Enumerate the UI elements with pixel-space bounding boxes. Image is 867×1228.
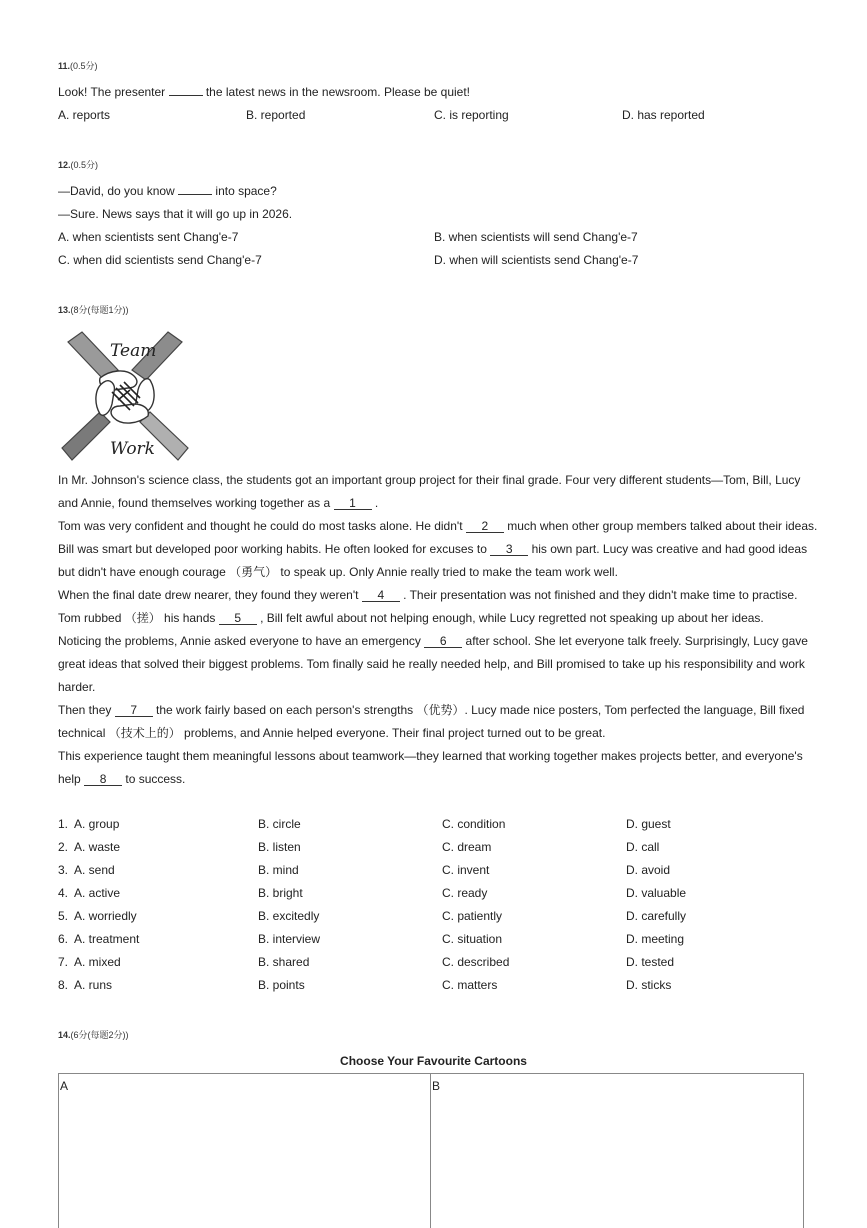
- passage-paragraph-4: Noticing the problems, Annie asked everyone to have an emergency 6 after school. She let everyone talk freely. Surprisingly, Lucy gave great ideas that solved their biggest problems. Tom finally said he really needed help, and Bill promised to take up his responsibility and work harder.: [58, 634, 808, 694]
- q12-line1-after: into space?: [212, 184, 277, 198]
- q12-line1-before: —David, do you know: [58, 184, 179, 198]
- q14-title: Choose Your Favourite Cartoons: [340, 1054, 527, 1068]
- q12-option-d[interactable]: D. when will scientists send Chang'e-7: [434, 253, 639, 267]
- passage-paragraph-1: In Mr. Johnson's science class, the students got an important group project for their final grade. Four very different students—Tom, Bill, Lucy and Annie, found themselves working together as a 1 .: [58, 473, 801, 510]
- answer-option-a[interactable]: A. runs: [74, 978, 113, 992]
- blank-6[interactable]: 6: [424, 635, 462, 648]
- q14-number: 14.: [58, 1030, 71, 1040]
- q11-stem-after: the latest news in the newsroom. Please be quiet!: [202, 85, 471, 99]
- answer-option-a[interactable]: A. active: [74, 886, 121, 900]
- answer-option-c[interactable]: C. dream: [442, 840, 492, 854]
- q12-score: (0.5分): [70, 160, 99, 170]
- answer-row-number: 5.: [58, 909, 69, 923]
- q11-score: (0.5分): [70, 61, 98, 71]
- answer-option-a[interactable]: A. treatment: [74, 932, 140, 946]
- answer-row-number: 6.: [58, 932, 69, 946]
- answer-option-d[interactable]: D. tested: [626, 955, 675, 969]
- q11-stem: [58, 85, 470, 99]
- answer-row-number: 7.: [58, 955, 69, 969]
- answer-option-a[interactable]: A. send: [74, 863, 115, 877]
- q12-line1: [58, 184, 277, 198]
- answer-option-d[interactable]: D. carefully: [626, 909, 687, 923]
- q12-option-b[interactable]: B. when scientists will send Chang'e-7: [434, 230, 638, 244]
- q14-score: (6分(每题2分)): [70, 1030, 129, 1040]
- passage-paragraph-6: This experience taught them meaningful lessons about teamwork—they learned that working together makes projects better, and everyone's help 8 to success.: [58, 749, 803, 786]
- answer-option-c[interactable]: C. situation: [442, 932, 503, 946]
- answer-option-d[interactable]: D. call: [626, 840, 660, 854]
- q11-blank: [169, 95, 203, 96]
- q11-option-b[interactable]: B. reported: [246, 108, 306, 122]
- answer-option-c[interactable]: C. matters: [442, 978, 498, 992]
- q11-option-a[interactable]: A. reports: [58, 108, 111, 122]
- passage-paragraph-5: Then they 7 the work fairly based on each person's strengths （优势）. Lucy made nice posters, Tom perfected the language, Bill fixed technical （技术上的） problems, and Annie helped everyone. Their final project turned out to be great.: [58, 703, 805, 740]
- answer-row-number: 2.: [58, 840, 69, 854]
- answer-row: [58, 840, 818, 863]
- q13-header: [58, 303, 129, 316]
- answer-row: [58, 863, 818, 886]
- blank-7[interactable]: 7: [115, 704, 153, 717]
- answer-row: [58, 955, 818, 978]
- answer-row-number: 4.: [58, 886, 69, 900]
- q11-number: 11.: [58, 61, 71, 71]
- answer-option-c[interactable]: C. described: [442, 955, 510, 969]
- answer-row: [58, 909, 818, 932]
- q13-score: (8分(每题1分)): [70, 305, 129, 315]
- answer-row: [58, 978, 818, 1001]
- q14-column-b-label: B: [432, 1079, 441, 1093]
- q14-header: [58, 1028, 129, 1041]
- answer-option-c[interactable]: C. patiently: [442, 909, 503, 923]
- blank-1[interactable]: 1: [334, 497, 372, 510]
- q14-column-a-label: A: [60, 1079, 69, 1093]
- teamwork-hands-image: [60, 330, 190, 462]
- blank-8[interactable]: 8: [84, 773, 122, 786]
- answer-option-a[interactable]: A. worriedly: [74, 909, 137, 923]
- passage-paragraph-3: When the final date drew nearer, they found they weren't 4 . Their presentation was not finished and they didn't make time to practise. Tom rubbed （搓） his hands 5 , Bill felt awful about not helping enough, while Lucy regretted not speaking up about her ideas.: [58, 588, 798, 625]
- blank-4[interactable]: 4: [362, 589, 400, 602]
- q11-stem-before: Look! The presenter: [58, 85, 169, 99]
- q12-option-a[interactable]: A. when scientists sent Chang'e-7: [58, 230, 239, 244]
- answer-option-b[interactable]: B. listen: [258, 840, 301, 854]
- answer-row-number: 8.: [58, 978, 69, 992]
- q12-blank: [178, 194, 212, 195]
- q11-option-d[interactable]: D. has reported: [622, 108, 705, 122]
- passage-paragraph-2: Tom was very confident and thought he could do most tasks alone. He didn't 2 much when other group members talked about their ideas. Bill was smart but developed poor working habits. He often looked for excuses to 3 his own part. Lucy was creative and had good ideas but didn't have enough courage （勇气） to speak up. Only Annie really tried to make the team work well.: [58, 519, 818, 579]
- answer-row-number: 3.: [58, 863, 69, 877]
- answer-option-c[interactable]: C. condition: [442, 817, 506, 831]
- q11-header: [58, 59, 98, 72]
- answer-option-a[interactable]: A. group: [74, 817, 120, 831]
- answer-option-b[interactable]: B. interview: [258, 932, 321, 946]
- answer-option-b[interactable]: B. circle: [258, 817, 301, 831]
- answer-option-d[interactable]: D. avoid: [626, 863, 671, 877]
- blank-5[interactable]: 5: [219, 612, 257, 625]
- q14-column-a: [58, 1073, 431, 1228]
- answer-option-d[interactable]: D. sticks: [626, 978, 672, 992]
- answer-option-b[interactable]: B. points: [258, 978, 305, 992]
- q12-line2: —Sure. News says that it will go up in 2026.: [58, 207, 293, 221]
- answer-option-b[interactable]: B. shared: [258, 955, 310, 969]
- q14-column-b: [430, 1073, 804, 1228]
- q13-number: 13.: [58, 305, 71, 315]
- answer-option-b[interactable]: B. mind: [258, 863, 299, 877]
- q12-option-c[interactable]: C. when did scientists send Chang'e-7: [58, 253, 262, 267]
- answer-row: [58, 886, 818, 909]
- answer-row: [58, 817, 818, 840]
- answer-option-d[interactable]: D. guest: [626, 817, 671, 831]
- q11-option-c[interactable]: C. is reporting: [434, 108, 509, 122]
- answer-option-d[interactable]: D. meeting: [626, 932, 685, 946]
- logo-bottom-word: Work: [110, 439, 155, 459]
- blank-3[interactable]: 3: [490, 543, 528, 556]
- q13-passage: [58, 469, 818, 791]
- q12-header: [58, 158, 98, 171]
- blank-2[interactable]: 2: [466, 520, 504, 533]
- answer-option-c[interactable]: C. ready: [442, 886, 488, 900]
- answer-row: [58, 932, 818, 955]
- answer-option-b[interactable]: B. excitedly: [258, 909, 320, 923]
- answer-option-a[interactable]: A. mixed: [74, 955, 121, 969]
- answer-option-b[interactable]: B. bright: [258, 886, 303, 900]
- answer-row-number: 1.: [58, 817, 69, 831]
- answer-option-c[interactable]: C. invent: [442, 863, 490, 877]
- answer-option-a[interactable]: A. waste: [74, 840, 121, 854]
- q12-number: 12.: [58, 160, 71, 170]
- logo-top-word: Team: [110, 341, 157, 361]
- answer-option-d[interactable]: D. valuable: [626, 886, 687, 900]
